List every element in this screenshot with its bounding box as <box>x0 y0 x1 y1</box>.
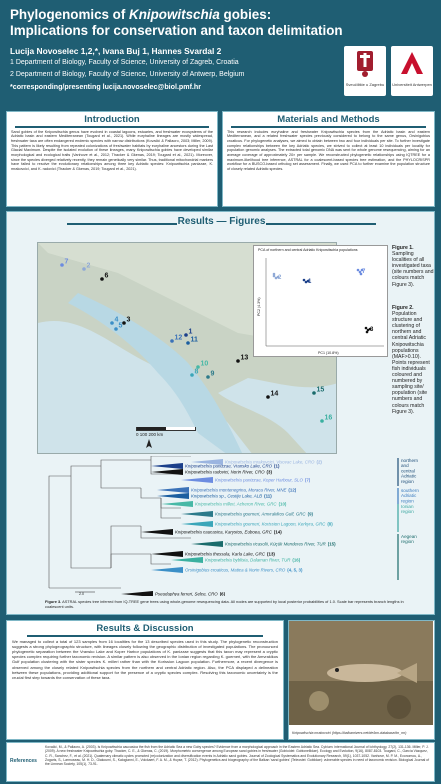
tree-tip-label: Knipowitschia panizzae, Vransko Lake, CRO (1) <box>185 463 280 469</box>
affiliation-1: 1 Department of Biology, Faculty of Science, University of Zagreb, Croatia <box>10 59 239 66</box>
region-label: Aegean region <box>401 534 417 545</box>
poster-title <box>10 7 440 39</box>
map-site-label: 2 <box>86 262 91 270</box>
map-site-marker <box>114 327 118 331</box>
tree-clade-triangle <box>171 557 203 563</box>
fish-photo-panel <box>288 620 435 740</box>
figure1-label: Figure 1. <box>392 245 414 251</box>
map-site-label: 3 <box>126 316 131 324</box>
antwerp-logo-caption: Universiteit Antwerpen <box>392 82 432 87</box>
map-site-marker <box>236 359 240 363</box>
tree-clade-triangle <box>181 511 213 517</box>
map-site-label: 15 <box>316 386 325 394</box>
results-figures-panel <box>6 211 435 615</box>
pca-point <box>357 269 360 272</box>
map-site-label: 7 <box>64 258 69 266</box>
tree-clade-triangle <box>181 477 213 483</box>
map-site-marker <box>266 395 270 399</box>
pca-title: PCA of northern and central Adriatic Knipowitschia populations <box>258 248 358 252</box>
introduction-title: Introduction <box>84 114 140 125</box>
tree-clade-triangle <box>151 551 183 557</box>
tree-scale-label: 2.0 <box>79 592 84 596</box>
introduction-panel <box>6 111 218 207</box>
methods-panel <box>222 111 435 207</box>
map-site-marker <box>122 321 126 325</box>
tree-clade-triangle <box>121 591 153 596</box>
figures-section-title: Results — Figures <box>177 216 266 227</box>
pca-cluster-label: 3 <box>370 327 374 333</box>
pca-cluster-label: 2 <box>278 275 282 281</box>
map-site-marker <box>190 373 194 377</box>
region-label: southern Adriatic region <box>401 488 419 504</box>
tree-tip-label: Knipowitschia montenegrina, Moraca River, MNE (12) <box>191 487 297 493</box>
corresponding-author: *corresponding/presenting lucija.novoselec@biol.pmf.hr <box>10 83 201 91</box>
map-site-label: 14 <box>270 390 279 398</box>
references-panel <box>6 742 435 782</box>
map-site-label: 5 <box>118 322 123 330</box>
pca-point <box>366 331 369 334</box>
fish-photo <box>289 621 433 725</box>
divider <box>231 126 426 128</box>
tree-tip-label: Knipowitschia radovici, Norin River, CRO (3) <box>185 469 272 475</box>
tree-clade-triangle <box>141 529 173 535</box>
tree-tip-label: Knipowitschia byblisia, Dalaman River, TUR (16) <box>205 557 301 563</box>
photo-caption: Knipowitschia mrakovcici (https://balkanrivers.net/de/bm-database/kn_mr) <box>292 731 407 735</box>
map-site-label: 13 <box>240 354 249 362</box>
pca-xlabel: PC1 (10.8%) <box>318 351 339 355</box>
title-part1: Phylogenomics of <box>10 7 130 22</box>
tree-tip-label: Knipowitschia ricasolii, Küçük Menderes River, TUR (15) <box>225 541 336 547</box>
tree-clade-triangle <box>191 541 223 547</box>
map-site-marker <box>320 419 324 423</box>
map-site-marker <box>206 375 210 379</box>
map-site-label: 4 <box>114 316 119 324</box>
tree-tip-label: Knipowitschia caucasica, Karystos, Euboea, GRC (14) <box>175 529 282 535</box>
title-line2: Implications for conservation and taxon delimitation <box>10 23 343 38</box>
antwerp-logo <box>391 46 433 96</box>
figure3-text: ASTRAL species tree inferred from IQ-TREE gene trees using whole-genome resequencing data. All nodes are supported by local posterior probabilities of 1.0. Scale bar represents branch lengths in coalescent units. <box>45 599 404 609</box>
title-part2: gobies: <box>219 7 272 22</box>
poster-header <box>0 0 441 122</box>
map-site-marker <box>60 263 64 267</box>
pca-ylabel: PC2 (4.3%) <box>257 297 261 316</box>
tree-tip-label: Knipowitschia panizzae, Koper Harbour, SLO (7) <box>215 477 311 483</box>
map-scale-label: 0 100 200 km <box>136 432 164 437</box>
tree-clade-triangle <box>161 501 193 507</box>
map-site-label: 6 <box>104 272 109 280</box>
tree-clade-triangle <box>151 567 183 573</box>
figure2-text: Population structure and clustering of northern and central Adriatic Knipowitschia populations (MAF>0.10). Points represent fish individuals coloured and numbered by sampling site/ population (site numbers and colours match Figure 3). <box>392 311 430 415</box>
tree-tip-label: Pseudaphya ferreri, Selce, CRO (6) <box>155 591 226 596</box>
map-site-label: 11 <box>190 336 198 344</box>
map-site-marker <box>170 339 174 343</box>
map-site-marker <box>82 267 86 271</box>
map-site-label: 8 <box>194 368 199 376</box>
results-text-panel <box>6 620 284 740</box>
antwerp-mark-icon <box>391 46 433 82</box>
tree-tip-label: Knipowitschia sp., Cestije Lake, ALB (11) <box>191 493 272 499</box>
results-title: Results & Discussion <box>96 623 194 634</box>
map-site-marker <box>196 365 200 369</box>
figure3-label: Figure 3. <box>45 599 62 604</box>
zagreb-logo <box>344 46 386 96</box>
authors: Lucija Novoselec 1,2,*, Ivana Buj 1, Hannes Svardal 2 <box>10 46 222 56</box>
tree-tip-label: Orsinigobius croaticus, Matica & Norin Rivers, CRO (4, 5, 3) <box>185 567 303 573</box>
figure3-caption <box>45 600 415 609</box>
tree-clade-triangle <box>157 493 189 499</box>
map-scale-bar <box>136 427 196 431</box>
affiliation-2: 2 Department of Biology, Faculty of Science, University of Antwerp, Belgium <box>10 71 245 78</box>
map-site-label: 10 <box>200 360 209 368</box>
pca-cluster-label: 1 <box>308 279 312 285</box>
zagreb-logo-caption: Sveučilište u Zagrebu <box>345 82 385 87</box>
map-site-marker <box>110 321 114 325</box>
title-genus: Knipowitschia <box>129 7 220 22</box>
map-site-label: 9 <box>210 370 215 378</box>
map-site-label: 12 <box>174 334 183 342</box>
figure2-label: Figure 2. <box>392 305 414 311</box>
zagreb-crest-icon <box>344 46 386 82</box>
pca-point <box>365 327 368 330</box>
pca-point <box>303 279 306 282</box>
map-site-marker <box>312 391 316 395</box>
methods-title: Materials and Methods <box>277 114 380 125</box>
tree-clade-triangle <box>151 463 183 469</box>
divider <box>27 635 263 637</box>
map-site-label: 16 <box>324 414 333 422</box>
north-arrow-icon <box>144 439 154 449</box>
pca-point <box>273 273 276 276</box>
pca-plot <box>253 245 388 357</box>
tree-tip-label: Knipowitschia milleri, Acheron River, GRC (10) <box>195 501 287 507</box>
region-label: northern and central Adriatic region <box>401 458 419 484</box>
introduction-text: Sand gobies of the Knipowitschia genus have evolved in coastal lagoons, estuaries, and freshwater ecosystems of the Adriatic basin and eastern Mediterranean (Tougard et al., 2021). While euryhaline lineages are mostly widespread, freshwater taxa are often endangered endemic species with narrow distributions (Kovačić & Pallaoro, 2003; Miller, 2009). This pattern is likely resulting from repeated colonizations of freshwater habitats by euryhaline ancestors during the Last Glacial Maximum. Despite the isolated evolution of these lineages, many Knipowitschia gobies have developed similar morphological and ecological traits (Vanhove et al., 2012; Thacker & Gkenas, 2019; Tougard et al., 2021). Moreover, since the species diverged relatively recently, they remain genetically very similar. Thus, traditional mitochondrial markers have failed to resolve the evolutionary relationships among three key Adriatic species: Knipowitschia panizzae, K. mrakovcici, and K. radovici (Thacker & Gkenas, 2019; Tougard et al., 2021). <box>11 129 213 172</box>
figure1-caption <box>392 245 434 288</box>
tree-tip-label: Knipowitschia goerneri, Amvrakikos Gulf, GRC (9) <box>215 511 313 517</box>
pca-cluster-label: 7 <box>362 269 366 275</box>
map-site-label: 1 <box>188 328 193 336</box>
references-label: References <box>10 758 37 764</box>
results-text: We managed to collect a total of 123 samples from 16 localities for the 13 described species used in this study. The phylogenetic reconstruction suggests a strong phylogeographic structure, with lineages closely following the geographic distribution of investigated populations. The pronounced phylogenetic separation between the Vransko Lake and Koper Harbor populations of K. panizzae suggests that this taxon may represent a cryptic species complex requiring further taxonomic revision. A similar pattern is also observed in the Ionian region regarding K. goerneri, with the Amvrakikos Gulf population clustering with the sister species K. milleri rather than with the Korission Lagoon population. Furthermore, a recent divergence is observed among the closely related Knipowitschia species from the northern and central Adriatic region. Also, the PCA displayed a delineation between these populations, providing additional support for the presence of a cryptic species complex. Resolving this taxonomic uncertainty is the crucial first step towards the conservation of these taxa. <box>12 638 278 680</box>
pca-chart <box>254 246 389 358</box>
map-site-marker <box>184 333 188 337</box>
tree-clade-triangle <box>181 521 213 527</box>
references-text: Kovačić, M., & Pallaoro, A. (2003). Is Knipowitschia caucasica the fish from the Adriatic Sea a new Goby species? Evidence from a morphological approach in the Eastern Adriatic Sea. Cybium: international Journal of Ichthyology, 27(2), 131-136. Miller, P. J. (2009). A new freshwater Knipowitschia goby. Thacker, C. E., & Gkenas, C. (2019). Morphometric convergence among European sand gobies in freshwater (Gobioidei: Gobionellidae). Ecology and Evolution, 9(16), 8087-8103. Tougard, C., García Vázquez, C. R., Sanchez, F., et al. (2021). Quaternary climatic cycles promoted (re)colonization and diversification events in Adriatic sand gobies. Journal of Zoological Systematics and Evolutionary Research, 59(1), 1037-1052. Vanhove, M. P. M., Economou, A., Zogaris, S., Larmuseau, M. H. D., Giakoumi, S., Kalogianni, E., Volckaert, F. A. M., & Huyse, T. (2012). Phylogenetics and biogeography of the Balkan 'sand gobies' (Teleostei: Gobiidae): vulnerable species in need of taxonomic revision. Biological Journal of the Linnean Society, 105(1), 73-91. <box>45 745 430 767</box>
figure2-caption <box>392 305 434 415</box>
figure1-text: Sampling localities of all investigated taxa (site numbers and colours match Figure 3). <box>392 251 434 288</box>
tree-clade-triangle <box>157 487 189 493</box>
methods-text: This research includes euryhaline and freshwater Knipowitschia species from the Adriatic basin and eastern Mediterranean, and a related freshwater species previously considered to belong to the same genus, Orsinigobius croaticus. For phylogenetic analyses, we aimed to obtain between two and four individuals per site. To further investigate complex relationships between the key Adriatic species, we strived to collect at least 10 individuals per locality for population genomic analyses. The extracted total genomic DNA was sent for whole genome resequencing, aiming for an average coverage of approximately 20× per sample. We reconstructed phylogenetic relationships using IQTREE for a maximum-likelihood tree inference, ASTRAL for a coalescent-based species tree estimation, and the PHYLOCRISPR workflow for a BUSCO-based ortholog set assessment. Finally, we used PCA to further examine the population structure of closely related Adriatic species. <box>227 129 430 172</box>
species-tree <box>41 456 436 596</box>
map-site-marker <box>186 341 190 345</box>
results-discussion-panel <box>6 620 435 740</box>
tree-tip-label: Knipowitschia mrakovcici, Visovac Lake, CRO (2) <box>225 459 322 465</box>
divider <box>15 126 209 128</box>
tree-tip-label: Knipowitschia thessala, Karla Lake, GRC (13) <box>185 551 275 557</box>
map-site-marker <box>100 277 104 281</box>
tree-tip-label: Knipowitschia goerneri, Korission Lagoon, Kerkyra, GRC (8) <box>215 521 333 527</box>
region-label: Ionian region <box>401 504 414 515</box>
